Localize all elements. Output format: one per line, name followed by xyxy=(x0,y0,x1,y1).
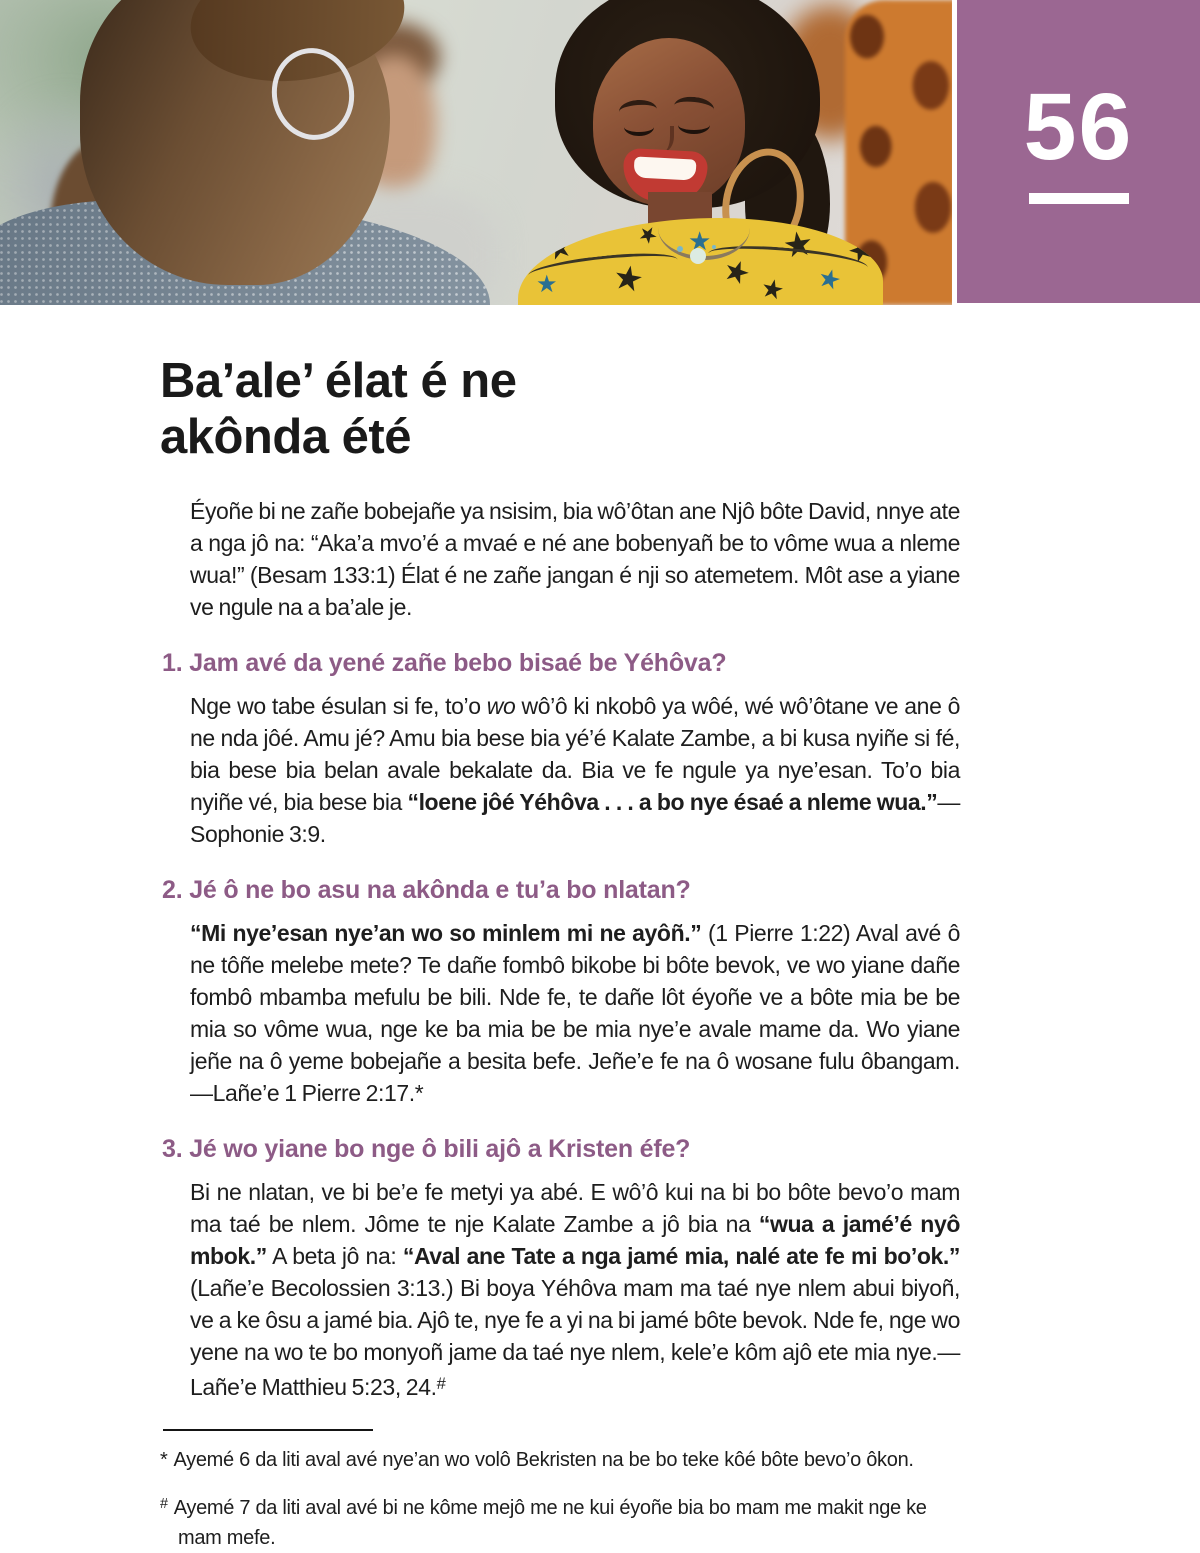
dress-star xyxy=(759,274,787,304)
footnote-1-text: Ayemé 6 da liti aval avé nye’an wo volô Bekristen na be bo teke kôé bôte bevo’o ôkon. xyxy=(173,1449,914,1471)
answer-paragraph-3: Bi ne nlatan, ve bi be’e fe metyi ya abé. E wô’ô kui na bi bo bôte bevo’o mam ma taé be nlem. Jôme te nje Kalate Zambe a jô bia na “wua a jamé’é nyô mbok.” A beta jô na: “Aval ane Tate a nga jamé mia, nalé ate fe mi bo’ok.” (Lañe’e Becolossien 3:13.) Bi boya Yéhôva mam ma taé nye nlem abui biyoñ, ve a ke ôsu a jamé bia. Ajô te, nye fe a yi na bi jamé bôte bevok. Nde fe, nge wo yene na wo te bo monyoñ jame da taé nye nlem, kele’e kôm ajô ete mia nye.—Lañe’e Matthieu 5:23, 24.# xyxy=(190,1179,960,1400)
page-title xyxy=(160,353,960,465)
footnote-2 xyxy=(160,1489,968,1553)
answer-paragraph-1: Nge wo tabe ésulan si fe, to’o wo wô’ô ki nkobô ya wôé, wé wô’ôtane ve ane ô ne nda jôé. Amu jé? Amu bia bese bia yé’é Kalate Zambe, a bi kusa nyiñe si fé, bia bese bia belan avale bekalate da. Bia ve fe ngule ya nye’esan. To’o bia nyiñe vé, bia bese bia “loene jôé Yéhôva . . . a bo nye ésaé a nleme wua.”—Sophonie 3:9. xyxy=(190,693,960,847)
intro-paragraph: Éyoñe bi ne zañe bobejañe ya nsisim, bia wô’ôtan ane Njô bôte David, nnye ate a nga jô na: “Aka’a mvo’é a mvaé e né ane bobenyañ be to vôme wua a nleme wua!” (Besam 133:1) Élat é ne zañe jangan é nji so atemetem. Môt ase a yiane ve ngule na a ba’ale je. xyxy=(190,498,960,620)
answer-paragraph-2: “Mi nye’esan nye’an wo so minlem mi ne ayôñ.” (1 Pierre 1:22) Aval avé ô ne tôñe melebe mete? Te dañe fombô bikobe bi bôte bevok, ve wo yiane dañe fombô mbamba mefulu be bili. Nde fe, te dañe lôt éyoñe ve a bôte mia be be mia so vôme wua, nge ke ba mia be be mia nye’e avale mame da. Wo yiane jeñe na ô yeme bobejañe a besita befe. Jeñe’e fe na ô wosane fulu ôbangam.—Lañe’e 1 Pierre 2:17.* xyxy=(190,920,960,1106)
lesson-number-badge xyxy=(957,0,1200,303)
photo-necklace-pendant xyxy=(690,248,706,264)
photo-woman-eye xyxy=(678,116,710,134)
title-line-1: Ba’ale’ élat é ne xyxy=(160,354,517,408)
footnotes-section xyxy=(160,1429,960,1553)
lesson-number: 56 xyxy=(1023,74,1134,180)
lesson-number-underline xyxy=(1029,193,1129,204)
photo-woman-eye xyxy=(624,118,654,136)
footnote-divider xyxy=(163,1429,373,1431)
question-2-heading: 2. Jé ô ne bo asu na akônda e tu’a bo nlatan? xyxy=(162,876,691,904)
lesson-content xyxy=(160,305,960,1553)
page-header xyxy=(0,0,1200,305)
title-line-2: akônda été xyxy=(160,410,411,464)
footnote-2-text: Ayemé 7 da liti aval avé bi ne kôme mejô me ne kui éyoñe bia bo mam me makit nge ke mam mefe. xyxy=(173,1497,927,1549)
photo-woman-teeth xyxy=(633,156,696,180)
footnote-1-marker: * xyxy=(160,1449,168,1471)
question-3-heading: 3. Jé wo yiane bo nge ô bili ajô a Kristen éfe? xyxy=(162,1135,691,1163)
footnote-2-marker: # xyxy=(160,1496,168,1512)
header-photo xyxy=(0,0,952,305)
question-1-heading: 1. Jam avé da yené zañe bebo bisaé be Yéhôva? xyxy=(162,649,727,677)
footnote-1 xyxy=(160,1445,968,1475)
